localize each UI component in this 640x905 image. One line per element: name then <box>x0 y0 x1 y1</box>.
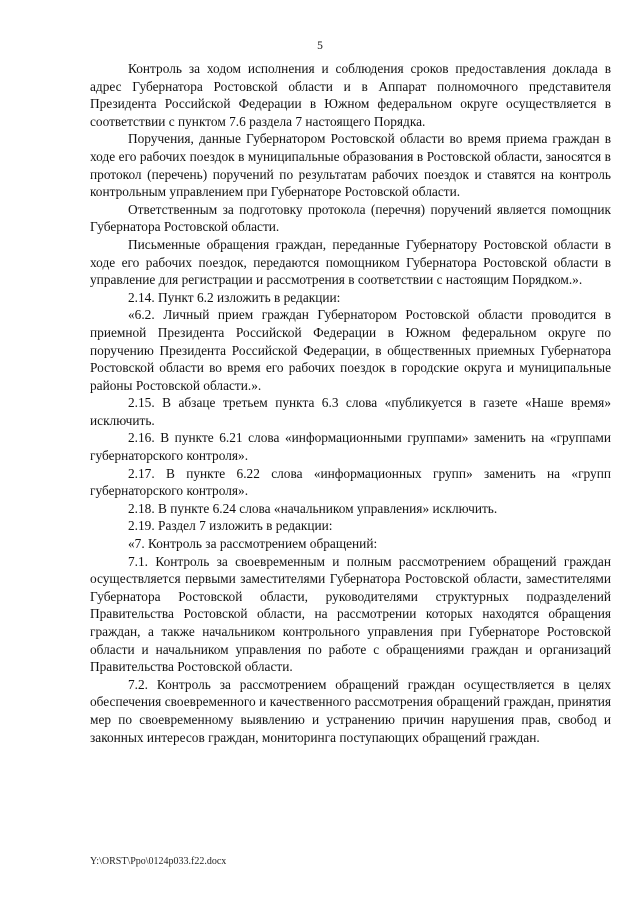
paragraph: 7.2. Контроль за рассмотрением обращений граждан осуществляется в целях обеспечения своевременного и качественного рассмотрения обращений граждан, принятия мер по своевременному выявлению и устранению причин нарушения прав, свобод и законных интересов граждан, мониторинга поступающих обращений граждан. <box>90 676 611 745</box>
paragraph: Письменные обращения граждан, переданные Губернатору Ростовской области в ходе его рабочих поездок, передаются помощником Губернатора Ростовской области в управление для регистрации и рассмотрения в соответствии с настоящим Порядком.». <box>90 236 611 288</box>
paragraph: 2.19. Раздел 7 изложить в редакции: <box>128 518 333 534</box>
paragraph: 2.18. В пункте 6.24 слова «начальником управления» исключить. <box>128 500 498 516</box>
page-number: 5 <box>317 40 323 52</box>
paragraph: 2.14. Пункт 6.2 изложить в редакции: <box>128 289 341 305</box>
paragraph: «6.2. Личный прием граждан Губернатором Ростовской области проводится в приемной Президента Российской Федерации в Южном федеральном округе по поручению Президента Российской Федерации, в общественных приемных Губернатора Ростовской области во время его рабочих поездок в городские округа и муниципальные районы Ростовской области.». <box>90 307 611 393</box>
paragraph: Поручения, данные Губернатором Ростовской области во время приема граждан в ходе его рабочих поездок в муниципальные образования в Ростовской области, заносятся в протокол (перечень) поручений по результатам рабочих поездок и ставятся на контроль контрольным управлением при Губернаторе Ростовской области. <box>90 131 611 200</box>
paragraph: «7. Контроль за рассмотрением обращений: <box>128 536 378 552</box>
paragraph: 2.15. В абзаце третьем пункта 6.3 слова «публикуется в газете «Наше время» исключить. <box>90 395 611 428</box>
paragraph: 2.17. В пункте 6.22 слова «информационных групп» заменить на «групп губернаторского контроля». <box>90 465 611 499</box>
paragraph: Контроль за ходом исполнения и соблюдения сроков предоставления доклада в адрес Губернатора Ростовской области и в Аппарат полномочного представителя Президента Российской Федерации в Южном федеральном округе осуществляется в соответствии с пунктом 7.6 раздела 7 настоящего Порядка. <box>90 61 611 129</box>
paragraph: Ответственным за подготовку протокола (перечня) поручений является помощник Губернатора Ростовской области. <box>90 201 611 235</box>
file-path-footer: Y:\ORST\Ppo\0124p033.f22.docx <box>90 856 227 867</box>
paragraph: 2.16. В пункте 6.21 слова «информационными группами» заменить на «группами губернаторского контроля». <box>90 430 611 464</box>
body-text <box>90 60 611 746</box>
paragraph: 7.1. Контроль за своевременным и полным рассмотрением обращений граждан осуществляется первыми заместителями Губернатора Ростовской области, заместителями Губернатора Ростовской области, руководителями структурных подразделений Правительства Ростовской области, на рассмотрении которых находятся обращения граждан, а также начальником контрольного управления при Губернаторе Ростовской области и начальником управления по работе с обращениями граждан и организаций Правительства Ростовской области. <box>90 553 611 675</box>
